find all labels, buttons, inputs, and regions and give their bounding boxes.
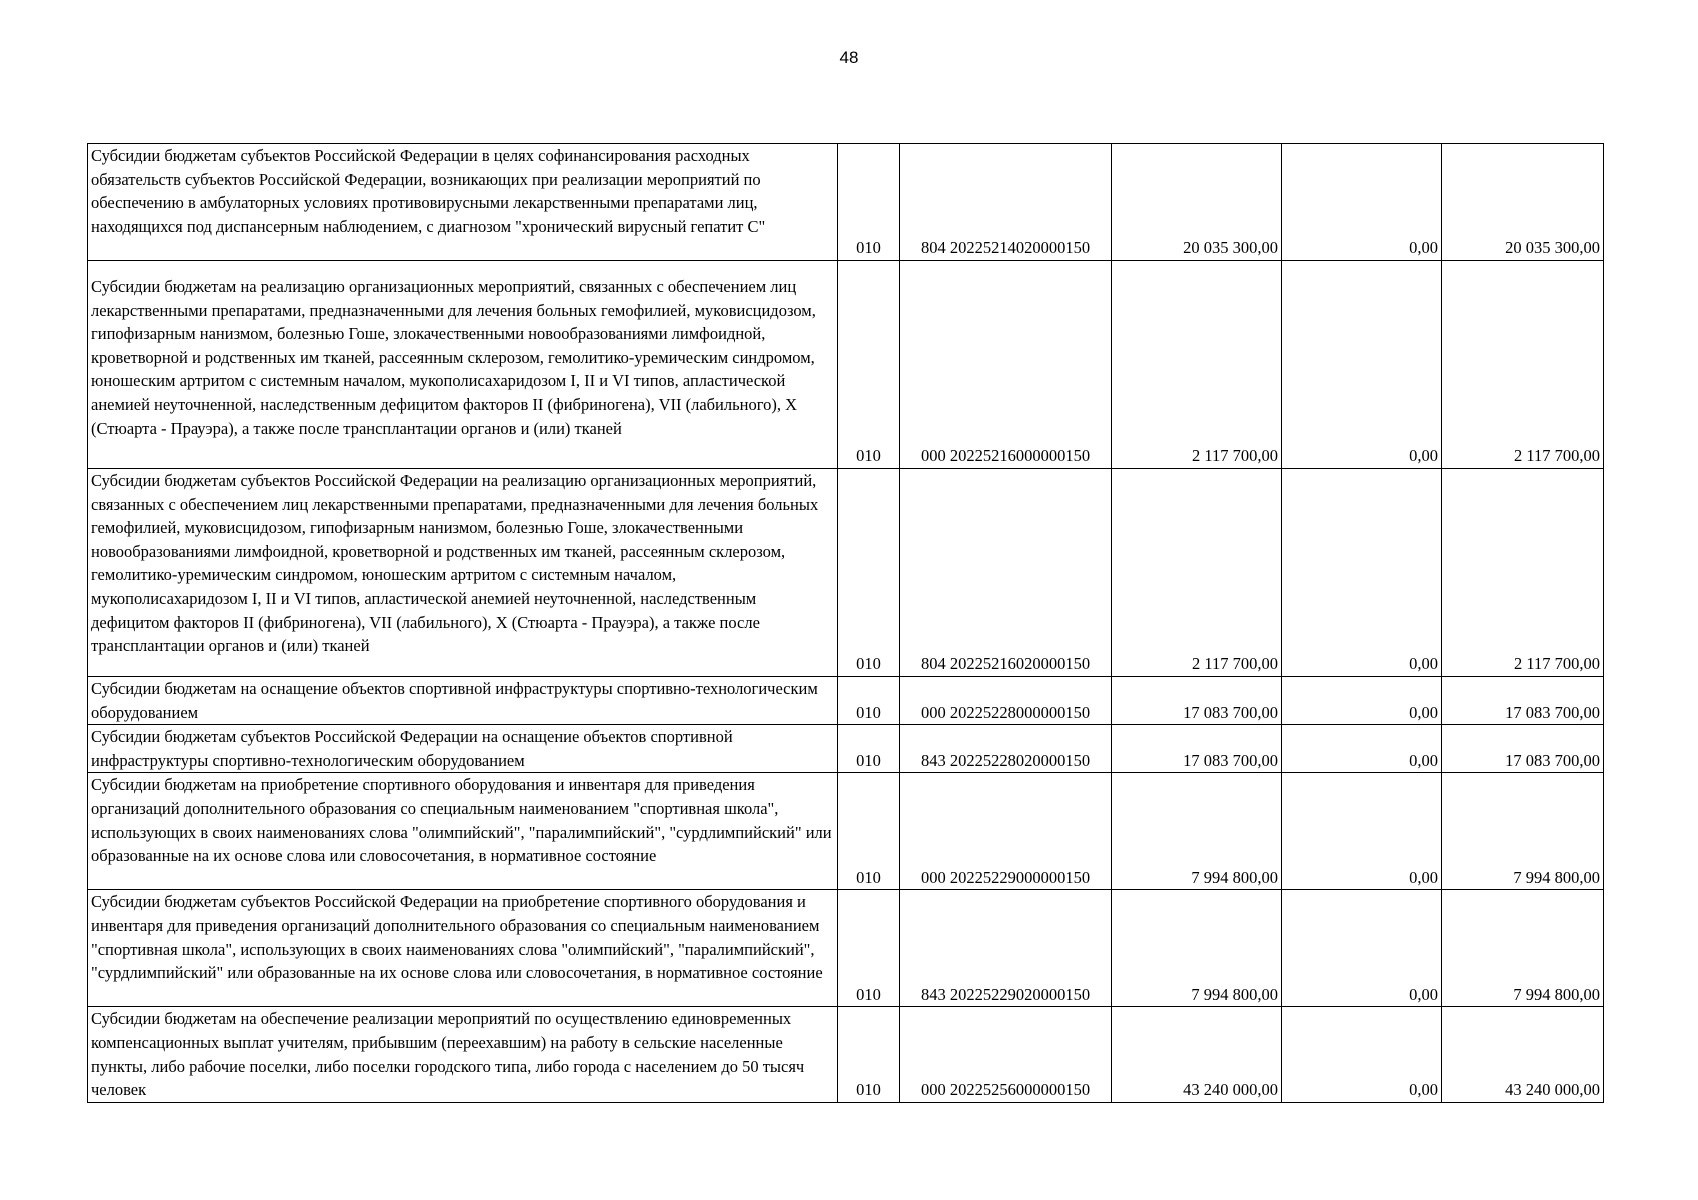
plan-amount-cell: 2 117 700,00 [1112, 469, 1282, 677]
change-amount-cell: 0,00 [1282, 1007, 1442, 1102]
kbk-code-cell: 000 20225228000000150 [900, 677, 1112, 725]
total-amount-cell: 20 035 300,00 [1442, 144, 1604, 261]
plan-amount-cell: 2 117 700,00 [1112, 261, 1282, 469]
budget-table [87, 143, 1604, 1103]
description-cell: Субсидии бюджетам субъектов Российской Федерации на приобретение спортивного оборудования и инвентаря для приведения организаций дополнительного образования со специальным наименованием "спортивная школа", использующих в своих наименованиях слова "олимпийский", "паралимпийский", "сурдлимпийский" или образованные на их основе слова или словосочетания, в нормативное состояние [88, 890, 838, 1007]
description-cell: Субсидии бюджетам на реализацию организационных мероприятий, связанных с обеспечением лиц лекарственными препаратами, предназначенными для лечения больных гемофилией, муковисцидозом, гипофизарным нанизмом, болезнью Гоше, злокачественными новообразованиями лимфоидной, кроветворной и родственных им тканей, рассеянным склерозом, гемолитико-уремическим синдромом, юношеским артритом с системным началом, мукополисахаридозом I, II и VI типов, апластической анемией неуточненной, наследственным дефицитом факторов II (фибриногена), VII (лабильного), X (Стюарта - Прауэра), а также после трансплантации органов и (или) тканей [88, 261, 838, 469]
description-cell: Субсидии бюджетам на приобретение спортивного оборудования и инвентаря для приведения организаций дополнительного образования со специальным наименованием "спортивная школа", использующих в своих наименованиях слова "олимпийский", "паралимпийский", "сурдлимпийский" или образованные на их основе слова или словосочетания, в нормативное состояние [88, 773, 838, 890]
table-row [88, 890, 1604, 1007]
description-cell: Субсидии бюджетам субъектов Российской Федерации на реализацию организационных мероприятий, связанных с обеспечением лиц лекарственными препаратами, предназначенными для лечения больных гемофилией, муковисцидозом, гипофизарным нанизмом, болезнью Гоше, злокачественными новообразованиями лимфоидной, кроветворной и родственных им тканей, рассеянным склерозом, гемолитико-уремическим синдромом, юношеским артритом с системным началом, мукополисахаридозом I, II и VI типов, апластической анемией неуточненной, наследственным дефицитом факторов II (фибриногена), VII (лабильного), X (Стюарта - Прауэра), а также после трансплантации органов и (или) тканей [88, 469, 838, 677]
description-cell: Субсидии бюджетам на обеспечение реализации мероприятий по осуществлению единовременных компенсационных выплат учителям, прибывшим (переехавшим) на работу в сельские населенные пункты, либо рабочие поселки, либо поселки городского типа, либо города с населением до 50 тысяч человек [88, 1007, 838, 1102]
description-cell: Субсидии бюджетам субъектов Российской Федерации в целях софинансирования расходных обязательств субъектов Российской Федерации, возникающих при реализации мероприятий по обеспечению в амбулаторных условиях противовирусными лекарственными препаратами лиц, находящихся под диспансерным наблюдением, с диагнозом "хронический вирусный гепатит С" [88, 144, 838, 261]
table-row [88, 773, 1604, 890]
kbk-code-cell: 000 20225229000000150 [900, 773, 1112, 890]
plan-amount-cell: 7 994 800,00 [1112, 773, 1282, 890]
admin-code-cell: 010 [838, 725, 900, 773]
change-amount-cell: 0,00 [1282, 261, 1442, 469]
change-amount-cell: 0,00 [1282, 773, 1442, 890]
plan-amount-cell: 43 240 000,00 [1112, 1007, 1282, 1102]
admin-code-cell: 010 [838, 261, 900, 469]
kbk-code-cell: 000 20225256000000150 [900, 1007, 1112, 1102]
change-amount-cell: 0,00 [1282, 890, 1442, 1007]
plan-amount-cell: 20 035 300,00 [1112, 144, 1282, 261]
admin-code-cell: 010 [838, 1007, 900, 1102]
change-amount-cell: 0,00 [1282, 469, 1442, 677]
admin-code-cell: 010 [838, 890, 900, 1007]
admin-code-cell: 010 [838, 677, 900, 725]
description-cell: Субсидии бюджетам субъектов Российской Федерации на оснащение объектов спортивной инфраструктуры спортивно-технологическим оборудованием [88, 725, 838, 773]
plan-amount-cell: 17 083 700,00 [1112, 725, 1282, 773]
admin-code-cell: 010 [838, 144, 900, 261]
plan-amount-cell: 7 994 800,00 [1112, 890, 1282, 1007]
table-row [88, 144, 1604, 261]
change-amount-cell: 0,00 [1282, 144, 1442, 261]
total-amount-cell: 17 083 700,00 [1442, 725, 1604, 773]
total-amount-cell: 7 994 800,00 [1442, 890, 1604, 1007]
table-row [88, 261, 1604, 469]
page-number: 48 [839, 48, 859, 67]
total-amount-cell: 7 994 800,00 [1442, 773, 1604, 890]
admin-code-cell: 010 [838, 773, 900, 890]
kbk-code-cell: 804 20225216020000150 [900, 469, 1112, 677]
total-amount-cell: 43 240 000,00 [1442, 1007, 1604, 1102]
change-amount-cell: 0,00 [1282, 677, 1442, 725]
table-row [88, 725, 1604, 773]
table-row [88, 1007, 1604, 1102]
table-row [88, 469, 1604, 677]
change-amount-cell: 0,00 [1282, 725, 1442, 773]
kbk-code-cell: 000 20225216000000150 [900, 261, 1112, 469]
total-amount-cell: 2 117 700,00 [1442, 261, 1604, 469]
plan-amount-cell: 17 083 700,00 [1112, 677, 1282, 725]
kbk-code-cell: 843 20225228020000150 [900, 725, 1112, 773]
description-cell: Субсидии бюджетам на оснащение объектов спортивной инфраструктуры спортивно-технологическим оборудованием [88, 677, 838, 725]
table-row [88, 677, 1604, 725]
total-amount-cell: 17 083 700,00 [1442, 677, 1604, 725]
kbk-code-cell: 843 20225229020000150 [900, 890, 1112, 1007]
kbk-code-cell: 804 20225214020000150 [900, 144, 1112, 261]
admin-code-cell: 010 [838, 469, 900, 677]
total-amount-cell: 2 117 700,00 [1442, 469, 1604, 677]
